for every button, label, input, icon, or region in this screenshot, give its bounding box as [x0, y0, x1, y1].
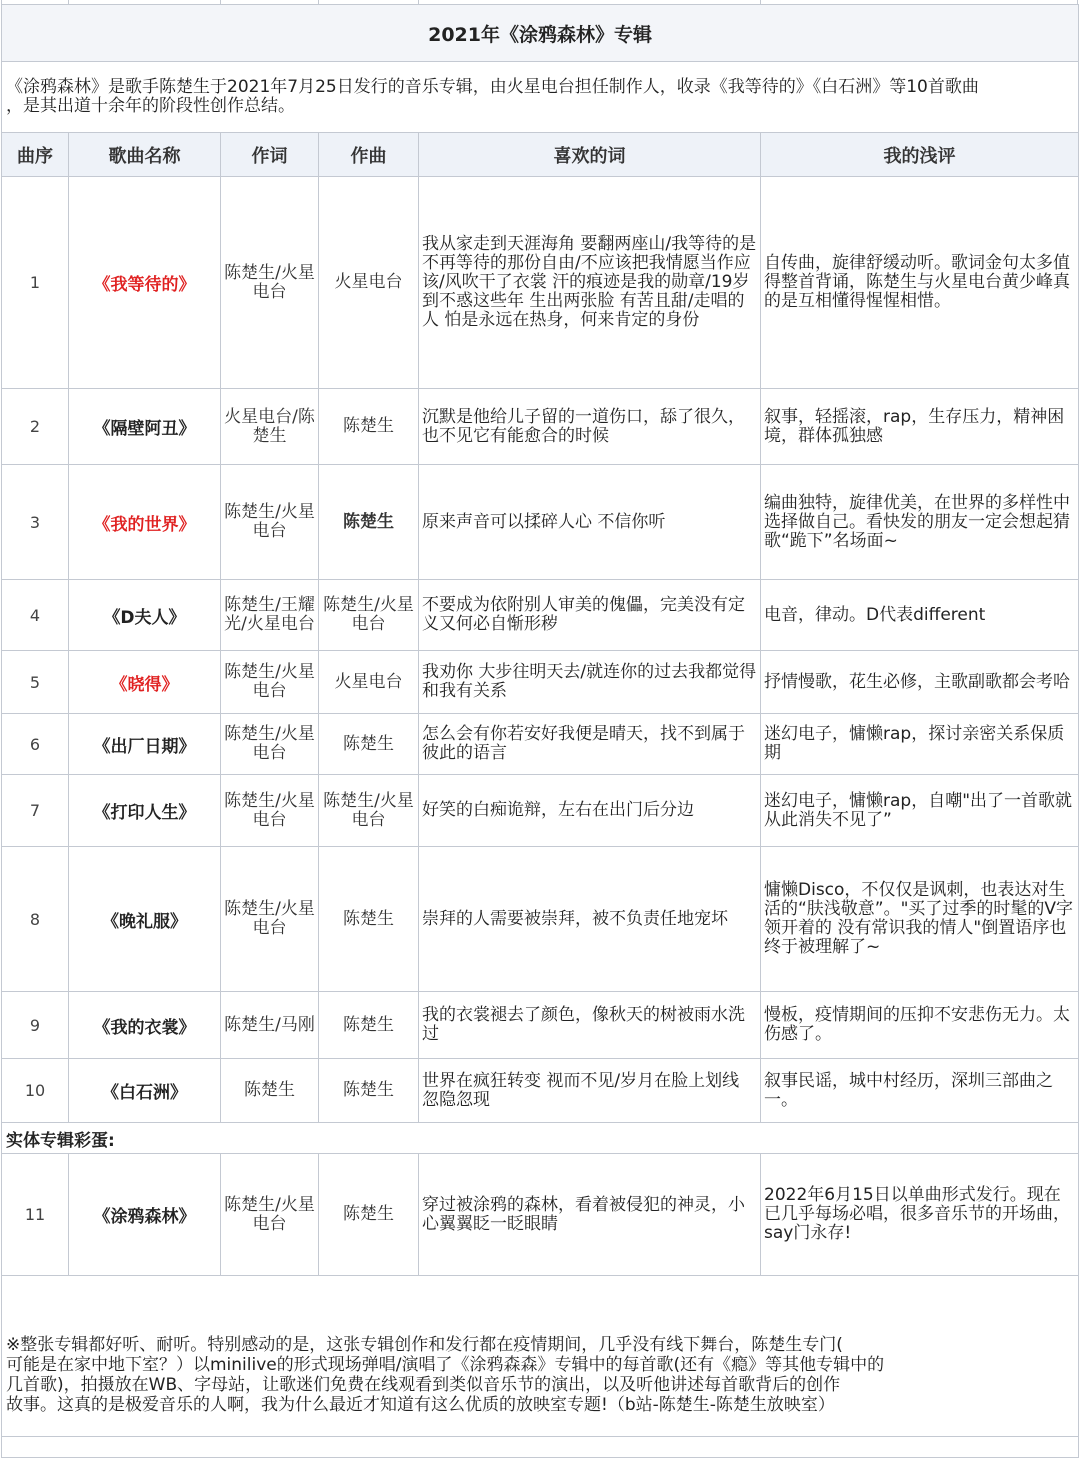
header-composer: 作曲 [319, 133, 419, 177]
footer-line-1: ※整张专辑都好听、耐听。特别感动的是，这张专辑创作和发行都在疫情期间，几乎没有线下舞台，陈楚生专门( [6, 1335, 843, 1355]
footer-note [2, 1276, 1079, 1437]
track-name: 《D夫人》 [69, 580, 221, 651]
table-header-row [2, 133, 1079, 177]
footer-line-2: 可能是在家中地下室？）以minilive的形式现场弹唱/演唱了《涂鸦森森》专辑中的每首歌(还有《瘾》等其他专辑中的 [6, 1355, 885, 1375]
table-row [2, 1059, 1079, 1123]
easter-egg-label: 实体专辑彩蛋: [2, 1123, 1079, 1154]
track-lyricist: 陈楚生/火星电台 [221, 465, 319, 580]
table-row [2, 580, 1079, 651]
track-composer: 火星电台 [319, 651, 419, 714]
track-lyricist: 陈楚生/火星电台 [221, 1154, 319, 1276]
track-name: 《晚礼服》 [69, 847, 221, 992]
track-composer: 火星电台 [319, 177, 419, 389]
track-num: 7 [2, 775, 69, 847]
track-fav-lyrics: 不要成为依附别人审美的傀儡，完美没有定义又何必自惭形秽 [419, 580, 761, 651]
track-lyricist: 陈楚生/火星电台 [221, 651, 319, 714]
track-review: 电音，律动。D代表different [761, 580, 1079, 651]
track-review: 迷幻电子，慵懒rap，探讨亲密关系保质期 [761, 714, 1079, 775]
track-num: 2 [2, 389, 69, 465]
table-row [2, 177, 1079, 389]
header-lyricist: 作词 [221, 133, 319, 177]
track-name: 《我的世界》 [69, 465, 221, 580]
table-row [2, 775, 1079, 847]
intro-line-2: ，是其出道十余年的阶段性创作总结。 [6, 96, 295, 116]
track-review: 编曲独特，旋律优美，在世界的多样性中选择做自己。看快发的朋友一定会想起猜歌“跪下”名场面~ [761, 465, 1079, 580]
track-composer: 陈楚生 [319, 714, 419, 775]
track-fav-lyrics: 穿过被涂鸦的森林，看着被侵犯的神灵，小心翼翼眨一眨眼睛 [419, 1154, 761, 1276]
track-name: 《出厂日期》 [69, 714, 221, 775]
track-lyricist: 陈楚生/马刚 [221, 992, 319, 1059]
track-name: 《我等待的》 [69, 177, 221, 389]
track-review: 叙事，轻摇滚，rap，生存压力，精神困境，群体孤独感 [761, 389, 1079, 465]
header-review: 我的浅评 [761, 133, 1079, 177]
track-review: 迷幻电子，慵懒rap，自嘲"出了一首歌就从此消失不见了” [761, 775, 1079, 847]
header-num: 曲序 [2, 133, 69, 177]
track-name: 《晓得》 [69, 651, 221, 714]
footer-line-4: 故事。这真的是极爱音乐的人啊，我为什么最近才知道有这么优质的放映室专题!（b站-陈楚生-陈楚生放映室） [6, 1395, 835, 1415]
table-row [2, 651, 1079, 714]
track-fav-lyrics: 原来声音可以揉碎人心 不信你听 [419, 465, 761, 580]
track-composer: 陈楚生 [319, 389, 419, 465]
track-fav-lyrics: 好笑的白痴诡辩，左右在出门后分边 [419, 775, 761, 847]
track-review: 自传曲，旋律舒缓动听。歌词金句太多值得整首背诵，陈楚生与火星电台黄少峰真的是互相懂得惺惺相惜。 [761, 177, 1079, 389]
album-intro [2, 62, 1079, 133]
track-review: 慵懒Disco，不仅仅是讽刺，也表达对生活的“肤浅敬意”。"买了过季的时髦的V字领开着的 没有常识我的情人"倒置语序也终于被理解了~ [761, 847, 1079, 992]
album-table [1, 4, 1079, 1458]
track-num: 4 [2, 580, 69, 651]
page-title: 2021年《涂鸦森林》专辑 [2, 5, 1079, 62]
track-composer: 陈楚生 [319, 847, 419, 992]
track-lyricist: 陈楚生/火星电台 [221, 714, 319, 775]
track-composer: 陈楚生/火星电台 [319, 580, 419, 651]
track-composer: 陈楚生 [319, 465, 419, 580]
track-composer: 陈楚生 [319, 992, 419, 1059]
table-row [2, 714, 1079, 775]
track-num: 8 [2, 847, 69, 992]
track-fav-lyrics: 我劝你 大步往明天去/就连你的过去我都觉得和我有关系 [419, 651, 761, 714]
track-composer: 陈楚生/火星电台 [319, 775, 419, 847]
track-fav-lyrics: 沉默是他给儿子留的一道伤口，舔了很久，也不见它有能愈合的时候 [419, 389, 761, 465]
track-composer: 陈楚生 [319, 1059, 419, 1123]
track-lyricist: 火星电台/陈楚生 [221, 389, 319, 465]
track-name: 《打印人生》 [69, 775, 221, 847]
table-row-bonus [2, 1154, 1079, 1276]
table-row [2, 389, 1079, 465]
track-name: 《涂鸦森林》 [69, 1154, 221, 1276]
track-name: 《白石洲》 [69, 1059, 221, 1123]
track-num: 11 [2, 1154, 69, 1276]
track-lyricist: 陈楚生 [221, 1059, 319, 1123]
track-num: 10 [2, 1059, 69, 1123]
track-fav-lyrics: 怎么会有你若安好我便是晴天，找不到属于彼此的语言 [419, 714, 761, 775]
track-num: 1 [2, 177, 69, 389]
table-row [2, 465, 1079, 580]
track-fav-lyrics: 我从家走到天涯海角 要翻两座山/我等待的是不再等待的那份自由/不应该把我情愿当作应该/风吹干了衣裳 汗的痕迹是我的勋章/19岁到不惑这些年 生出两张脸 有苦且甜/走唱的人 怕是永远在热身，何来肯定的身份 [419, 177, 761, 389]
track-name: 《我的衣裳》 [69, 992, 221, 1059]
track-composer: 陈楚生 [319, 1154, 419, 1276]
table-bottom-row [2, 1437, 1079, 1458]
header-name: 歌曲名称 [69, 133, 221, 177]
table-row [2, 847, 1079, 992]
track-lyricist: 陈楚生/王耀光/火星电台 [221, 580, 319, 651]
table-row [2, 992, 1079, 1059]
track-num: 5 [2, 651, 69, 714]
track-lyricist: 陈楚生/火星电台 [221, 775, 319, 847]
track-name: 《隔壁阿丑》 [69, 389, 221, 465]
track-review: 慢板，疫情期间的压抑不安悲伤无力。太伤感了。 [761, 992, 1079, 1059]
track-fav-lyrics: 崇拜的人需要被崇拜，被不负责任地宠坏 [419, 847, 761, 992]
footer-line-3: 几首歌)，拍摄放在WB、字母站，让歌迷们免费在线观看到类似音乐节的演出，以及听他讲述每首歌背后的创作 [6, 1375, 841, 1395]
track-fav-lyrics: 我的衣裳褪去了颜色，像秋天的树被雨水洗过 [419, 992, 761, 1059]
track-lyricist: 陈楚生/火星电台 [221, 177, 319, 389]
track-lyricist: 陈楚生/火星电台 [221, 847, 319, 992]
track-num: 9 [2, 992, 69, 1059]
intro-line-1: 《涂鸦森林》是歌手陈楚生于2021年7月25日发行的音乐专辑，由火星电台担任制作人，收录《我等待的》《白石洲》等10首歌曲 [6, 77, 979, 97]
track-fav-lyrics: 世界在疯狂转变 视而不见/岁月在脸上划线 忽隐忽现 [419, 1059, 761, 1123]
track-num: 3 [2, 465, 69, 580]
track-review: 叙事民谣，城中村经历，深圳三部曲之一。 [761, 1059, 1079, 1123]
track-review: 抒情慢歌，花生必修，主歌副歌都会考哈 [761, 651, 1079, 714]
header-fav-lyrics: 喜欢的词 [419, 133, 761, 177]
track-review: 2022年6月15日以单曲形式发行。现在已几乎每场必唱，很多音乐节的开场曲，say门永存! [761, 1154, 1079, 1276]
track-num: 6 [2, 714, 69, 775]
